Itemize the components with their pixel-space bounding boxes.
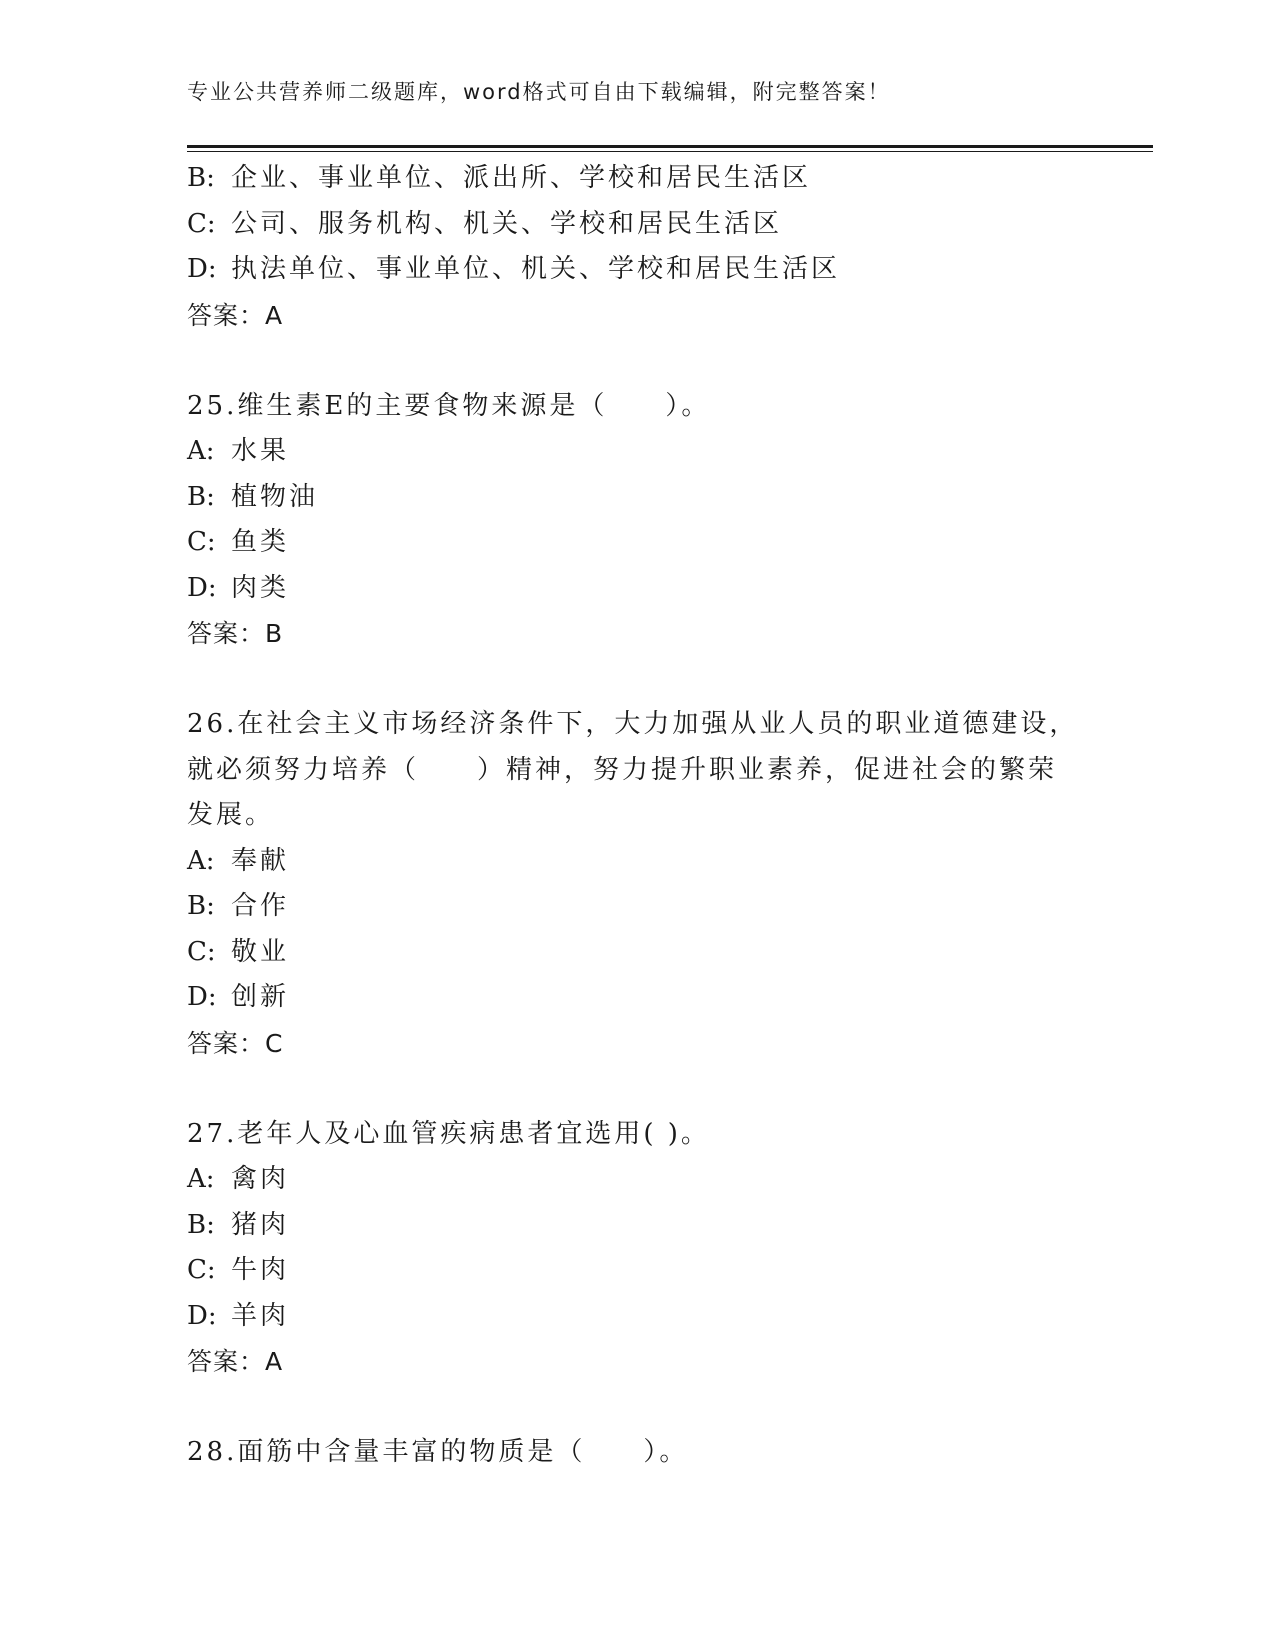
answer-line: 答案：A <box>187 300 284 330</box>
option-text: 公司、服务机构、机关、学校和居民生活区 <box>231 208 783 239</box>
option-letter: D: <box>187 254 217 284</box>
option-letter: A: <box>187 436 215 466</box>
answer-line: 答案：B <box>187 619 284 648</box>
spacer <box>187 657 1087 703</box>
header-rule-thick <box>187 145 1153 148</box>
option-line <box>187 247 1087 293</box>
option-letter: B: <box>187 481 215 512</box>
option-letter: A: <box>187 1164 215 1194</box>
option-line <box>187 429 1087 475</box>
option-text: 肉类 <box>231 572 290 603</box>
option-line <box>187 930 1087 976</box>
option-line <box>187 1248 1087 1294</box>
question-stem: 28.面筋中含量丰富的物质是（ ）。 <box>187 1437 689 1467</box>
answer-line: 答案：C <box>187 1028 284 1058</box>
option-letter: B: <box>187 1209 215 1240</box>
option-text: 合作 <box>231 891 290 921</box>
option-line <box>187 156 1087 202</box>
option-letter: B: <box>187 891 215 921</box>
option-text: 水果 <box>231 436 290 466</box>
option-line <box>187 1203 1087 1249</box>
option-text: 羊肉 <box>231 1300 290 1331</box>
question-content <box>187 156 1087 1476</box>
option-letter: D: <box>187 1300 217 1331</box>
spacer <box>187 1066 1087 1112</box>
option-letter: B: <box>187 163 215 193</box>
header-rule-thin <box>187 151 1153 152</box>
option-text: 敬业 <box>231 936 290 967</box>
spacer <box>187 338 1087 384</box>
option-letter: C: <box>187 1255 216 1285</box>
option-line <box>187 520 1087 566</box>
option-text: 鱼类 <box>231 527 290 557</box>
option-letter: C: <box>187 527 216 557</box>
option-text: 禽肉 <box>231 1164 290 1194</box>
option-line <box>187 566 1087 612</box>
option-letter: C: <box>187 208 216 239</box>
option-line <box>187 202 1087 248</box>
question-stem: 25.维生素E的主要食物来源是（ ）。 <box>187 390 711 421</box>
option-line <box>187 475 1087 521</box>
answer-line: 答案：A <box>187 1347 284 1376</box>
option-letter: D: <box>187 572 217 603</box>
option-text: 企业、事业单位、派出所、学校和居民生活区 <box>231 163 812 193</box>
option-letter: C: <box>187 936 216 967</box>
option-line <box>187 884 1087 930</box>
option-line <box>187 975 1087 1021</box>
option-line <box>187 839 1087 885</box>
spacer <box>187 1385 1087 1431</box>
option-text: 创新 <box>231 982 290 1012</box>
option-letter: D: <box>187 982 217 1012</box>
option-text: 猪肉 <box>231 1209 290 1240</box>
option-line <box>187 1157 1087 1203</box>
question-stem: 27.老年人及心血管疾病患者宜选用( )。 <box>187 1118 710 1149</box>
option-text: 奉献 <box>231 845 290 876</box>
option-line <box>187 1294 1087 1340</box>
page-header: 专业公共营养师二级题库，word格式可自由下载编辑，附完整答案！ <box>187 80 891 104</box>
option-letter: A: <box>187 845 215 876</box>
option-text: 执法单位、事业单位、机关、学校和居民生活区 <box>231 254 841 284</box>
question-stem: 26.在社会主义市场经济条件下，大力加强从业人员的职业道德建设， <box>187 709 1079 739</box>
question-stem: 就必须努力培养（ ）精神，努力提升职业素养，促进社会的繁荣 <box>187 754 1058 785</box>
option-text: 牛肉 <box>231 1255 290 1285</box>
question-stem: 发展。 <box>187 800 275 830</box>
option-text: 植物油 <box>231 481 319 512</box>
